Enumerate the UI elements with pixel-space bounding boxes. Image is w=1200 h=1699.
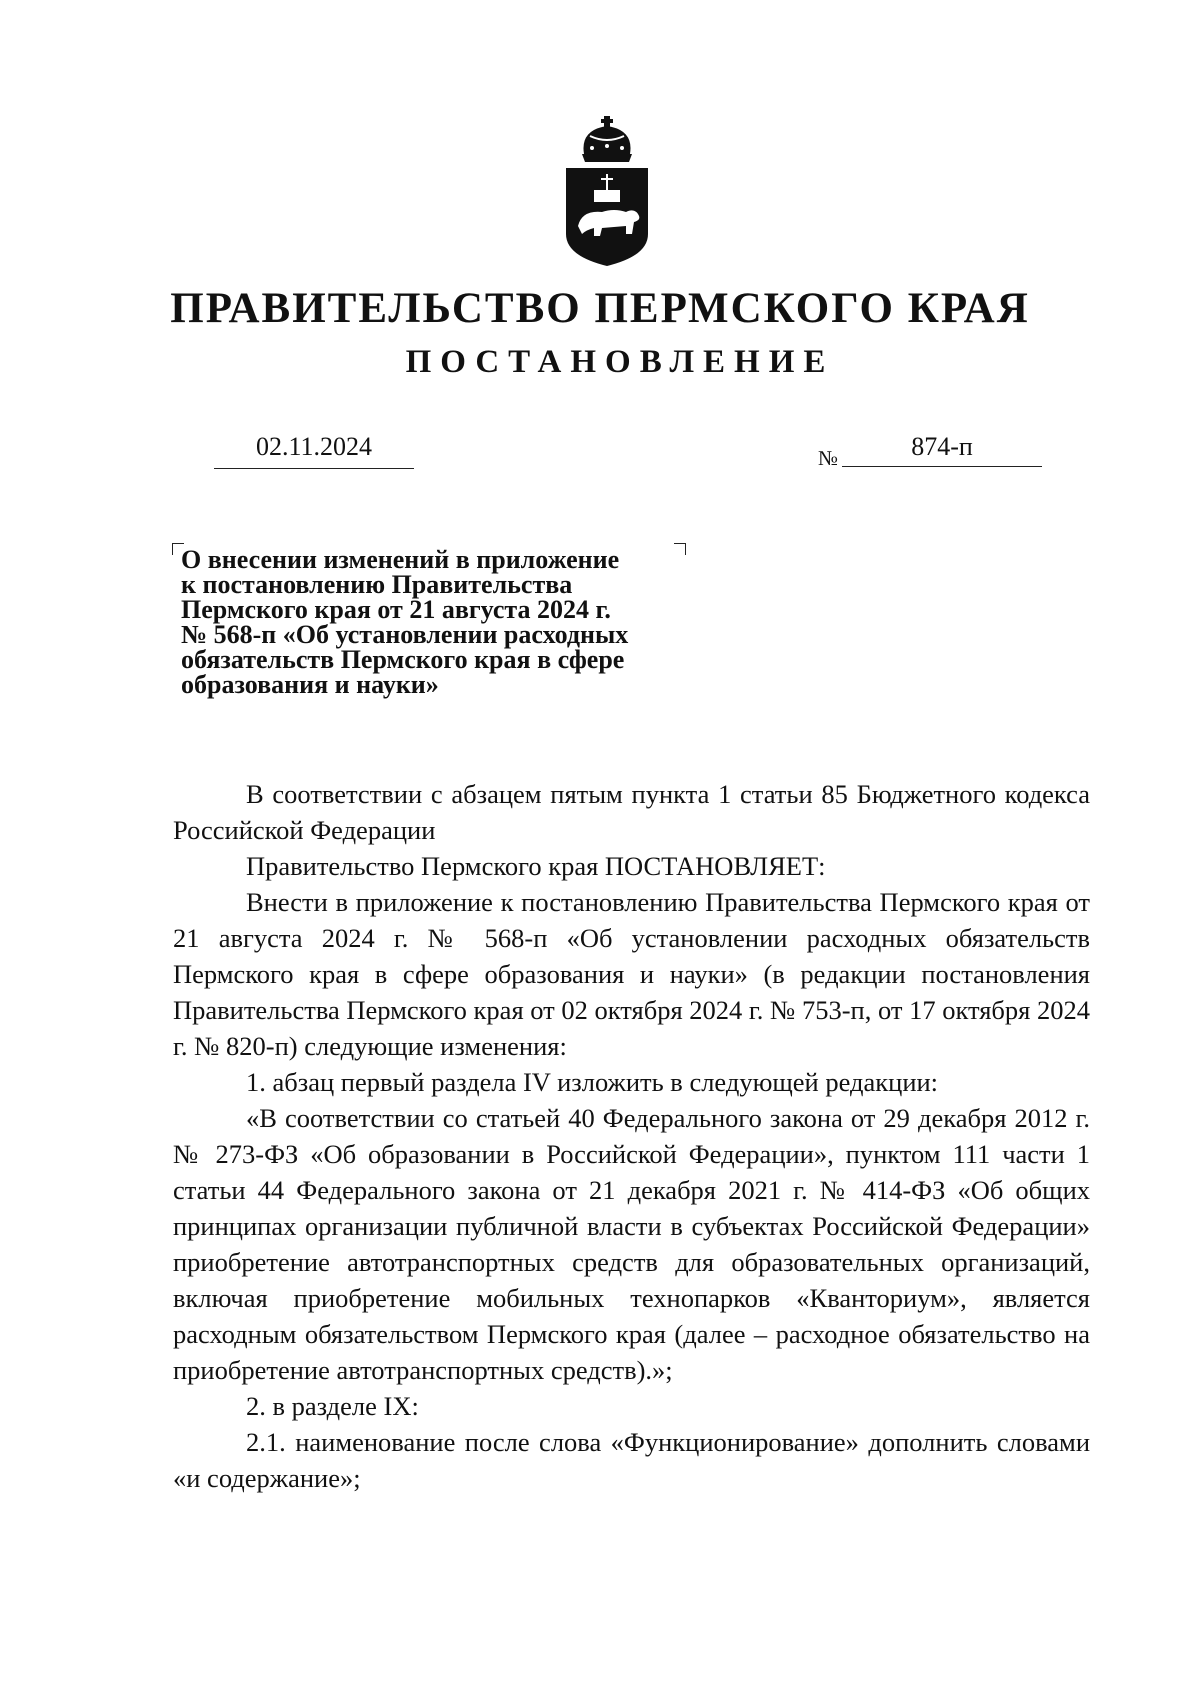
- subject-line: О внесении изменений в приложение: [181, 545, 620, 574]
- subject-line: Пермского края от 21 августа 2024 г.: [181, 595, 611, 624]
- document-number: 874-п: [911, 432, 973, 461]
- body-paragraph-new-text: «В соответствии со статьей 40 Федерального закона от 29 декабря 2012 г. № 273-ФЗ «Об образовании в Российской Федерации», пунктом 111 части 1 статьи 44 Федерального закона от 21 декабря 2021 г. № 414-ФЗ «Об общих принципах организации публичной власти в субъектах Российской Федерации» приобретение автотранспортных средств для образовательных организаций, включая приобретение мобильных технопарков «Кванториум», является расходным обязательством Пермского края (далее – расходное обязательство на приобретение автотранспортных средств).»;: [173, 1103, 1090, 1385]
- subject-line: к постановлению Правительства: [181, 570, 573, 599]
- body-paragraph-amendment-intro: Внести в приложение к постановлению Правительства Пермского края от 21 августа 2024 г. № 568-п «Об установлении расходных обязательств Пермского края в сфере образования и науки» (в редакции постановления Правительства Пермского края от 02 октября 2024 г. № 753-п, от 17 октября 2024 г. № 820-п) следующие изменения:: [173, 887, 1090, 1061]
- government-title: ПРАВИТЕЛЬСТВО ПЕРМСКОГО КРАЯ: [170, 285, 1030, 332]
- document-type: ПОСТАНОВЛЕНИЕ: [405, 344, 835, 380]
- subject-line: обязательств Пермского края в сфере: [181, 645, 625, 674]
- document-date: 02.11.2024: [255, 432, 373, 461]
- number-underline: [842, 466, 1042, 467]
- date-underline: [214, 468, 414, 469]
- document-subject: [181, 547, 701, 697]
- body-paragraph-resolves: Правительство Пермского края ПОСТАНОВЛЯЕТ:: [246, 851, 826, 881]
- body-paragraph-item-2-1: 2.1. наименование после слова «Функционирование» дополнить словами «и содержание»;: [173, 1427, 1090, 1493]
- subject-line: образования и науки»: [181, 670, 439, 699]
- body-paragraph-item-2: 2. в разделе IX:: [246, 1391, 419, 1421]
- body-paragraph-item-1: 1. абзац первый раздела IV изложить в следующей редакции:: [246, 1067, 939, 1097]
- body-paragraph-legal-basis: В соответствии с абзацем пятым пункта 1 статьи 85 Бюджетного кодекса Российской Федерации: [173, 779, 1090, 845]
- coat-of-arms-icon: [562, 116, 652, 268]
- document-body: [173, 776, 1090, 1496]
- number-sign: №: [818, 446, 839, 470]
- subject-line: № 568-п «Об установлении расходных: [181, 620, 629, 649]
